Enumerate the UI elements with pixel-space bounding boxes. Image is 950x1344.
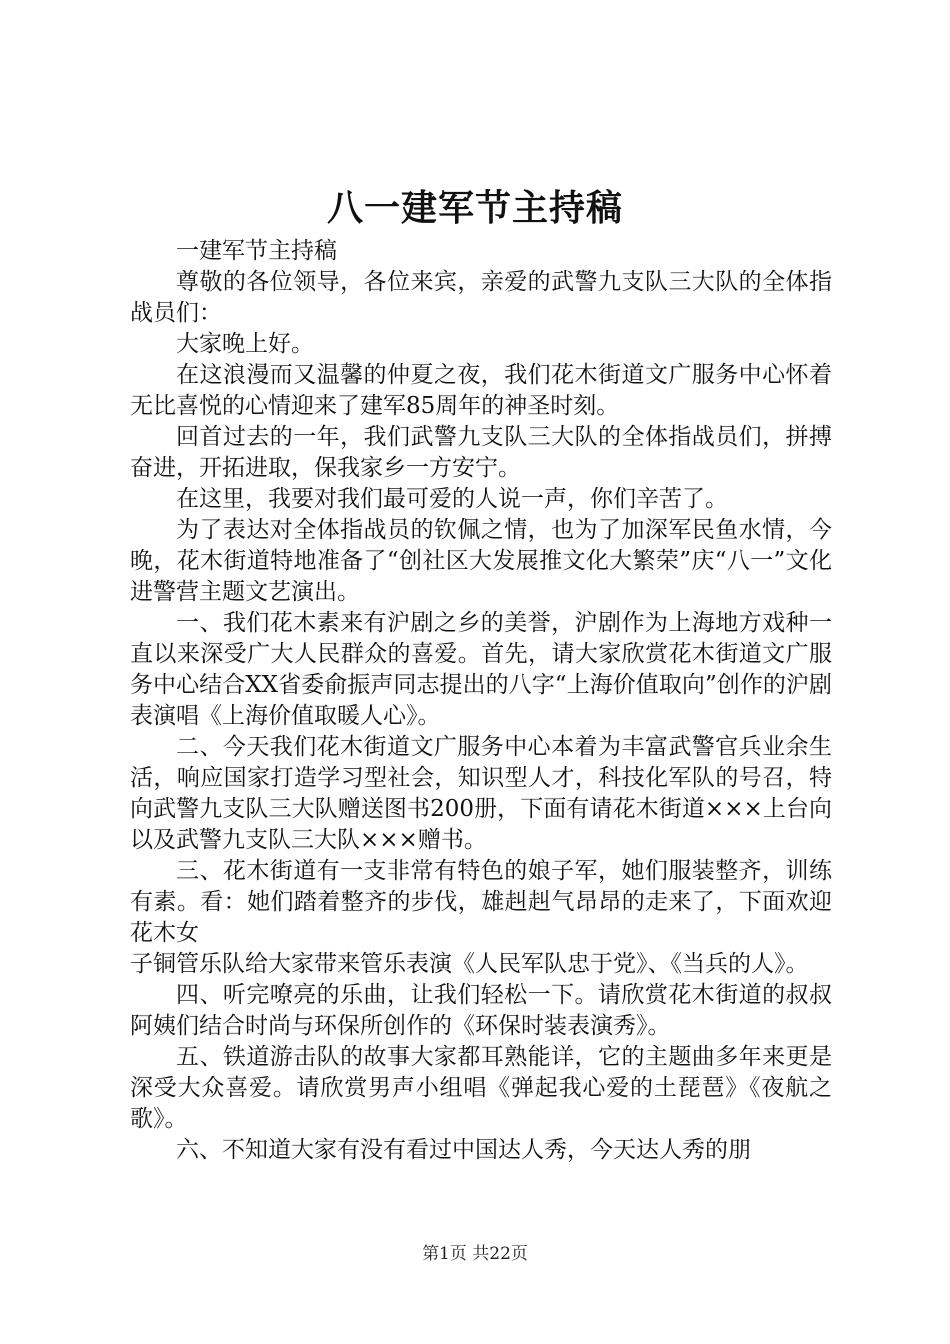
paragraph: 五、铁道游击队的故事大家都耳熟能详，它的主题曲多年来更是深受大众喜爱。请欣赏男声小组唱《弹起我心爱的土琵琶》《夜航之歌》。: [130, 1044, 832, 1132]
paragraph: 六、不知道大家有没有看过中国达人秀，今天达人秀的朋: [176, 1137, 751, 1163]
document-body: [130, 236, 832, 1166]
paragraph: 在这里，我要对我们最可爱的人说一声，你们辛苦了。: [176, 486, 728, 512]
page-title: 八一建军节主持稿: [326, 187, 623, 229]
paragraph: 二、今天我们花木街道文广服务中心本着为丰富武警官兵业余生活，响应国家打造学习型社会，知识型人才，科技化军队的号召，特向武警九支队三大队赠送图书200册，下面有请花木街道×××上台向以及武警九支队三大队×××赠书。: [130, 734, 832, 853]
paragraph: 一建军节主持稿: [176, 238, 337, 264]
paragraph: 一、我们花木素来有沪剧之乡的美誉，沪剧作为上海地方戏种一直以来深受广大人民群众的喜爱。首先，请大家欣赏花木街道文广服务中心结合XX省委俞振声同志提出的八字“上海价值取向”创作的沪剧表演唱《上海价值取暖人心》。: [130, 610, 832, 729]
paragraph: 回首过去的一年，我们武警九支队三大队的全体指战员们，拼搏奋进，开拓进取，保我家乡一方安宁。: [130, 424, 832, 481]
paragraph: 子铜管乐队给大家带来管乐表演《人民军队忠于党》、《当兵的人》。: [130, 951, 809, 977]
page-number: 第1页 共22页: [422, 1244, 528, 1264]
paragraph: 在这浪漫而又温馨的仲夏之夜，我们花木街道文广服务中心怀着无比喜悦的心情迎来了建军85周年的神圣时刻。: [130, 362, 832, 419]
paragraph: 为了表达对全体指战员的钦佩之情，也为了加深军民鱼水情，今晚，花木街道特地准备了“创社区大发展推文化大繁荣”庆“八一”文化进警营主题文艺演出。: [130, 517, 832, 605]
paragraph: 三、花木街道有一支非常有特色的娘子军，她们服装整齐，训练有素。看：她们踏着整齐的步伐，雄赳赳气昂昂的走来了，下面欢迎花木女: [130, 858, 832, 946]
paragraph: 尊敬的各位领导，各位来宾，亲爱的武警九支队三大队的全体指战员们：: [130, 269, 832, 326]
paragraph: 四、听完嘹亮的乐曲，让我们轻松一下。请欣赏花木街道的叔叔阿姨们结合时尚与环保所创作的《环保时装表演秀》。: [130, 982, 832, 1039]
paragraph: 大家晚上好。: [176, 331, 314, 357]
